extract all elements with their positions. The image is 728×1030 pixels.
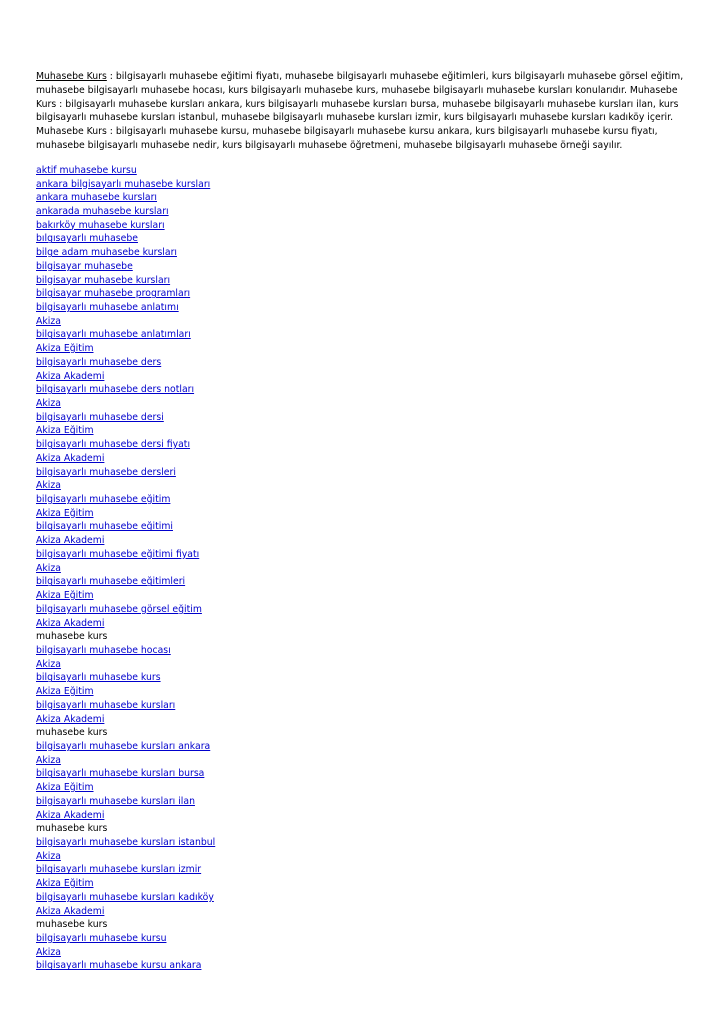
keyword-link[interactable]: bilgisayarlı muhasebe kursları ilan xyxy=(36,795,195,807)
keyword-link[interactable]: Akiza Akademi xyxy=(36,905,105,917)
keyword-link[interactable]: bilgisayarlı muhasebe kursları izmir xyxy=(36,864,202,876)
keyword-link[interactable]: Akiza Eğitim xyxy=(36,425,94,437)
keyword-link[interactable]: bilgisayarlı muhasebe hocası xyxy=(36,644,171,656)
keyword-text: muhasebe kurs xyxy=(36,631,108,643)
keyword-link[interactable]: bakırköy muhasebe kursları xyxy=(36,219,165,231)
keyword-link[interactable]: bilgisayarlı muhasebe eğitim xyxy=(36,494,171,506)
keyword-link[interactable]: bilgisayarlı muhasebe görsel eğitim xyxy=(36,603,202,615)
keyword-link-list xyxy=(36,164,696,973)
keyword-link[interactable]: bilgisayarlı muhasebe dersleri xyxy=(36,466,176,478)
keyword-link[interactable]: Akiza xyxy=(36,562,61,574)
keyword-link[interactable]: Akiza Eğitim xyxy=(36,686,94,698)
keyword-link[interactable]: bilgisayarlı muhasebe eğitimi xyxy=(36,521,173,533)
keyword-link[interactable]: bilgisayar muhasebe xyxy=(36,260,133,272)
keyword-text: muhasebe kurs xyxy=(36,727,108,739)
keyword-link[interactable]: Akiza xyxy=(36,398,61,409)
keyword-link[interactable]: bilgisayarlı muhasebe anlatımı xyxy=(36,301,179,313)
keyword-link[interactable]: Akiza xyxy=(36,754,61,766)
keyword-link[interactable]: bilgisayarlı muhasebe kursları bursa xyxy=(36,768,205,780)
keyword-link[interactable]: aktif muhasebe kursu xyxy=(36,164,137,176)
keyword-link[interactable]: bilgisayarlı muhasebe kursları kadıköy xyxy=(36,891,214,903)
keyword-link[interactable]: Akiza Eğitim xyxy=(36,590,94,602)
keyword-link[interactable]: Akiza Eğitim xyxy=(36,878,94,890)
keyword-link[interactable]: bilgisayarlı muhasebe eğitimi fiyatı xyxy=(36,548,200,560)
keyword-link[interactable]: bilgisayarlı muhasebe ders xyxy=(36,356,162,368)
keyword-link[interactable]: Akiza Akademi xyxy=(36,535,105,547)
keyword-link[interactable]: Akiza xyxy=(36,946,61,958)
keyword-link[interactable]: bilgisayarlı muhasebe kursu ankara xyxy=(36,960,202,972)
keyword-link[interactable]: Akiza xyxy=(36,658,61,670)
keyword-link[interactable]: Akiza xyxy=(36,480,61,492)
keyword-link[interactable]: Akiza Akademi xyxy=(36,617,105,629)
keyword-link[interactable]: bilgisayar muhasebe kursları xyxy=(36,274,171,286)
keyword-link[interactable]: Akiza xyxy=(36,850,61,862)
keyword-link[interactable]: Akiza Akademi xyxy=(36,370,105,382)
keyword-link[interactable]: ankarada muhasebe kursları xyxy=(36,205,169,217)
keyword-link[interactable]: bilgisayarlı muhasebe eğitimleri xyxy=(36,576,186,588)
keyword-link[interactable]: ankara muhasebe kursları xyxy=(36,192,158,204)
keyword-link[interactable]: bilge adam muhasebe kursları xyxy=(36,247,177,259)
keyword-link[interactable]: bilgisayarlı muhasebe kursları ankara xyxy=(36,740,211,752)
keyword-link[interactable]: Akiza Akademi xyxy=(36,713,105,725)
keyword-link[interactable]: Akiza Akademi xyxy=(36,809,105,821)
keyword-link[interactable]: Akiza Eğitim xyxy=(36,782,94,794)
keyword-link[interactable]: bilgisayarlı muhasebe dersi xyxy=(36,411,164,423)
keyword-link[interactable]: Akiza Eğitim xyxy=(36,343,94,355)
keyword-link[interactable]: ankara bilgisayarlı muhasebe kursları xyxy=(36,178,211,190)
keyword-link[interactable]: bilgisayarlı muhasebe kursları istanbul xyxy=(36,837,216,848)
keyword-link[interactable]: bilgisayarlı muhasebe kursu xyxy=(36,933,167,945)
keyword-link[interactable]: bılgısayarlı muhasebe xyxy=(36,233,138,245)
intro-paragraph xyxy=(36,70,696,153)
intro-title-link[interactable]: Muhasebe Kurs xyxy=(36,71,107,82)
keyword-link[interactable]: bilgisayarlı muhasebe dersi fiyatı xyxy=(36,439,191,451)
keyword-text: muhasebe kurs xyxy=(36,823,108,835)
keyword-link[interactable]: bilgisayar muhasebe programları xyxy=(36,288,191,300)
keyword-link[interactable]: bilgisayarlı muhasebe kurs xyxy=(36,672,161,684)
keyword-text: muhasebe kurs xyxy=(36,919,108,931)
keyword-link[interactable]: Akiza xyxy=(36,315,61,327)
keyword-link[interactable]: bilgisayarlı muhasebe kursları xyxy=(36,699,176,711)
keyword-link[interactable]: bilgisayarlı muhasebe ders notları xyxy=(36,384,195,396)
intro-text: : bilgisayarlı muhasebe eğitimi fiyatı, muhasebe bilgisayarlı muhasebe eğitimleri, kurs bilgisayarlı muhasebe görsel eğitim, muhasebe bilgisayarlı muhasebe hocası, kurs bilgisayarlı muhasebe kurs, muhasebe bilgisayarlı muhasebe kursları konularıdır. Muhasebe Kurs : bilgisayarlı muhasebe kursları ankara, kurs bilgisayarlı muhasebe kursları bursa, muhasebe bilgisayarlı muhasebe kursları ilan, kurs bilgisayarlı muhasebe kursları istanbul, muhasebe bilgisayarlı muhasebe kursları izmir, kurs bilgisayarlı muhasebe kursları kadıköy içerir. Muhasebe Kurs : bilgisayarlı muhasebe kursu, muhasebe bilgisayarlı muhasebe kursu ankara, kurs bilgisayarlı muhasebe kursu fiyatı, muhasebe bilgisayarlı muhasebe nedir, kurs bilgisayarlı muhasebe öğretmeni, muhasebe bilgisayarlı muhasebe örneği sayılır. xyxy=(36,71,684,151)
keyword-link[interactable]: bilgisayarlı muhasebe anlatımları xyxy=(36,329,191,341)
keyword-link[interactable]: Akiza Eğitim xyxy=(36,507,94,519)
keyword-link[interactable]: Akiza Akademi xyxy=(36,452,105,464)
document-page xyxy=(36,70,696,973)
